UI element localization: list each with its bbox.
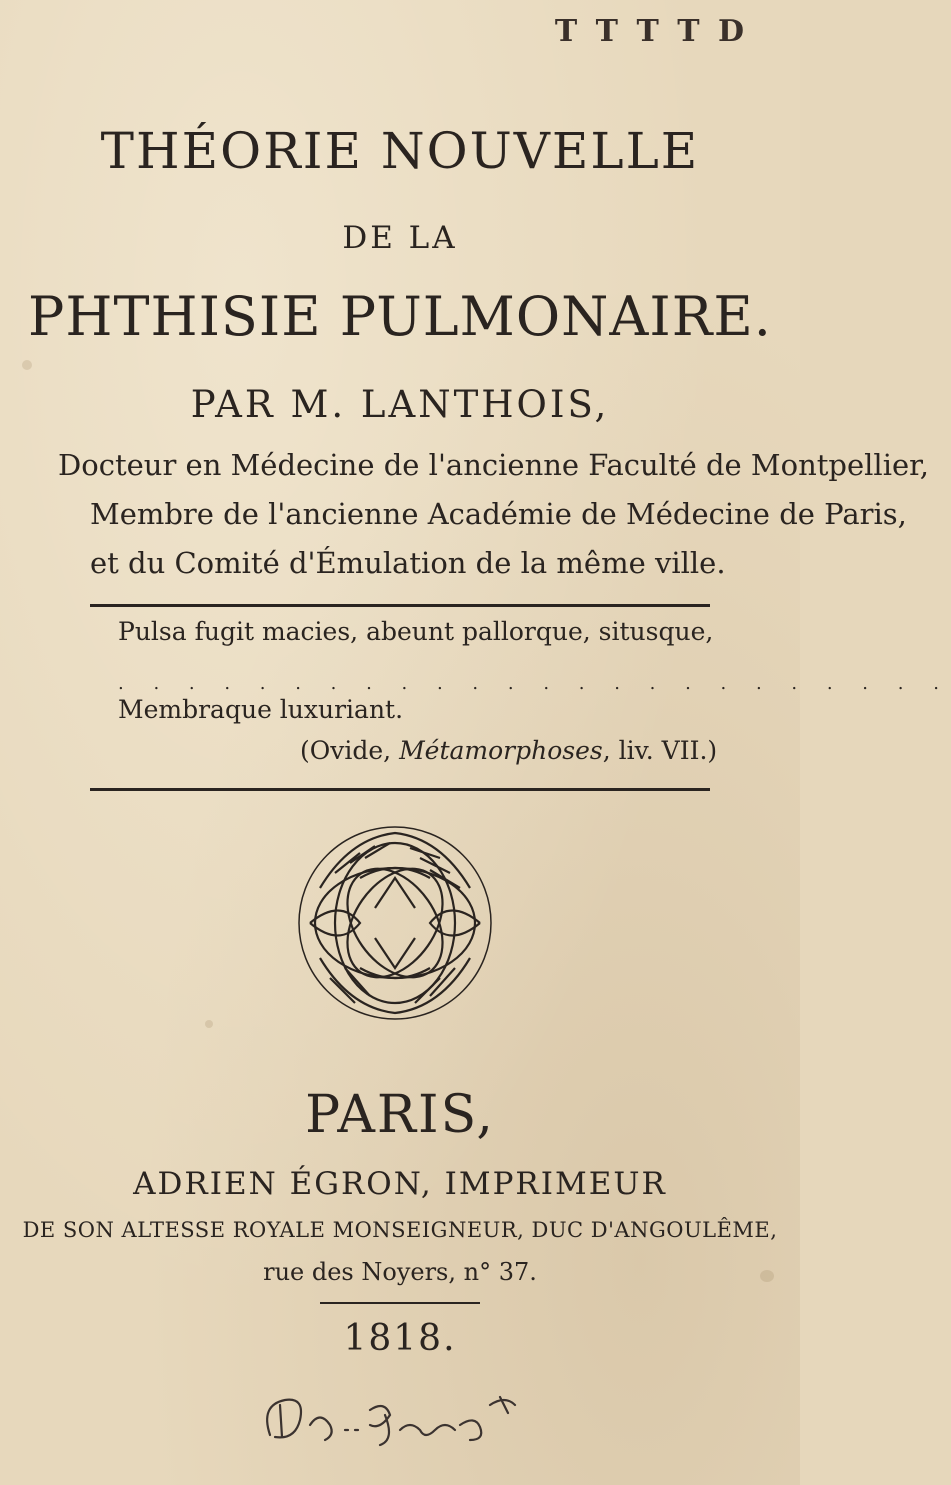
credential-line: et du Comité d'Émulation de la même ville. [90, 546, 726, 580]
imprint-patron: DE SON ALTESSE ROYALE MONSEIGNEUR, DUC D'ANGOULÊME, [22, 1218, 778, 1242]
imprint-address: rue des Noyers, n° 37. [263, 1258, 537, 1286]
title-line-3: PHTHISIE PULMONAIRE. [28, 285, 772, 348]
epigraph-line: Pulsa fugit macies, abeunt pallorque, situsque, [118, 617, 714, 646]
foxing-spot [205, 1020, 213, 1028]
epigraph-source-prefix: (Ovide, [300, 736, 400, 765]
imprint-city: PARIS, [305, 1085, 495, 1145]
printers-ornament-icon [290, 818, 500, 1028]
title-line-2: DE LA [342, 220, 458, 256]
shelfmark: T T T T D [554, 14, 748, 49]
handwritten-signature-icon [250, 1385, 550, 1455]
imprint-printer: ADRIEN ÉGRON, IMPRIMEUR [133, 1166, 667, 1202]
divider-rule [90, 788, 710, 791]
divider-rule-short [320, 1302, 480, 1304]
epigraph-ellipsis: . . . . . . . . . . . . . . . . . . . . . . . . [118, 673, 951, 694]
epigraph-line: Membraque luxuriant. [118, 695, 404, 724]
credential-line: Membre de l'ancienne Académie de Médecine de Paris, [90, 497, 907, 531]
epigraph-source-suffix: , liv. VII.) [602, 736, 718, 765]
author-line: PAR M. LANTHOIS, [190, 383, 610, 426]
divider-rule [90, 604, 710, 607]
foxing-spot [22, 360, 32, 370]
imprint-year: 1818. [343, 1318, 457, 1359]
epigraph-source-work: Métamorphoses [399, 736, 603, 765]
epigraph-source [300, 736, 717, 765]
title-line-1: THÉORIE NOUVELLE [100, 122, 700, 180]
credential-line: Docteur en Médecine de l'ancienne Faculté de Montpellier, [58, 448, 930, 482]
